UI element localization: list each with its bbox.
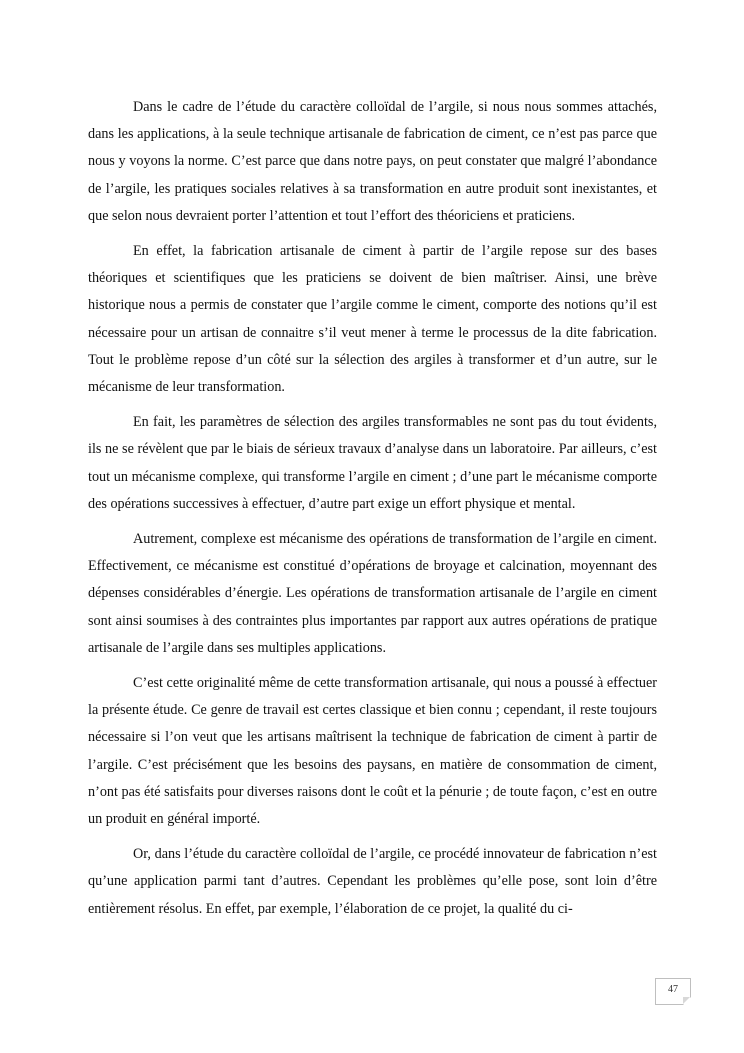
- paragraph-4: Autrement, complexe est mécanisme des opérations de transformation de l’argile en ciment. Effectivement, ce mécanisme est constitué d’opérations de broyage et calcination, moyennant des dépenses considérables d’énergie. Les opérations de transformation artisanale de l’argile en ciment sont ainsi soumises à des contraintes plus importantes par rapport aux autres opérations de pratique artisanale de l’argile dans ses multiples applications.: [88, 531, 657, 656]
- paragraph-3: En fait, les paramètres de sélection des argiles transformables ne sont pas du tout évidents, ils ne se révèlent que par le biais de sérieux travaux d’analyse dans un laboratoire. Par ailleurs, c’est tout un mécanisme complexe, qui transforme l’argile en ciment ; d’une part le mécanisme comporte des opérations successives à effectuer, d’autre part exige un effort physique et mental.: [88, 414, 657, 512]
- page-number: 47: [668, 984, 678, 995]
- document-body: [88, 94, 657, 931]
- paragraph-2: En effet, la fabrication artisanale de ciment à partir de l’argile repose sur des bases théoriques et scientifiques que les praticiens se doivent de bien maîtriser. Ainsi, une brève historique nous a permis de constater que l’argile comme le ciment, comporte des notions qu’il est nécessaire pour un artisan de connaitre s’il veut mener à terme le processus de la dite fabrication. Tout le problème repose d’un côté sur la sélection des argiles à transformer et d’un autre, sur le mécanisme de leur transformation.: [88, 243, 657, 396]
- page-curl-edge: [683, 997, 690, 1004]
- paragraph-5: C’est cette originalité même de cette transformation artisanale, qui nous a poussé à effectuer la présente étude. Ce genre de travail est certes classique et bien connu ; cependant, il reste toujours nécessaire si l’on veut que les artisans maîtrisent la technique de fabrication de ciment à partir de l’argile. C’est précisément que les besoins des paysans, en matière de consommation de ciment, n’ont pas été satisfaits pour diverses raisons dont le coût et la pénurie ; de toute façon, c’est en outre un produit en général importé.: [88, 675, 657, 828]
- page-number-box: [655, 978, 691, 1005]
- paragraph-6: Or, dans l’étude du caractère colloïdal de l’argile, ce procédé innovateur de fabrication n’est qu’une application parmi tant d’autres. Cependant les problèmes qu’elle pose, sont loin d’être entièrement résolus. En effet, par exemple, l’élaboration de ce projet, la qualité du ci-: [88, 846, 657, 917]
- paragraph-1: Dans le cadre de l’étude du caractère colloïdal de l’argile, si nous nous sommes attachés, dans les applications, à la seule technique artisanale de fabrication de ciment, ce n’est pas parce que nous y voyons la norme. C’est parce que dans notre pays, on peut constater que malgré l’abondance de l’argile, les pratiques sociales relatives à sa transformation en autre produit sont inexistantes, et que selon nous devraient porter l’attention et tout l’effort des théoriciens et praticiens.: [88, 99, 657, 224]
